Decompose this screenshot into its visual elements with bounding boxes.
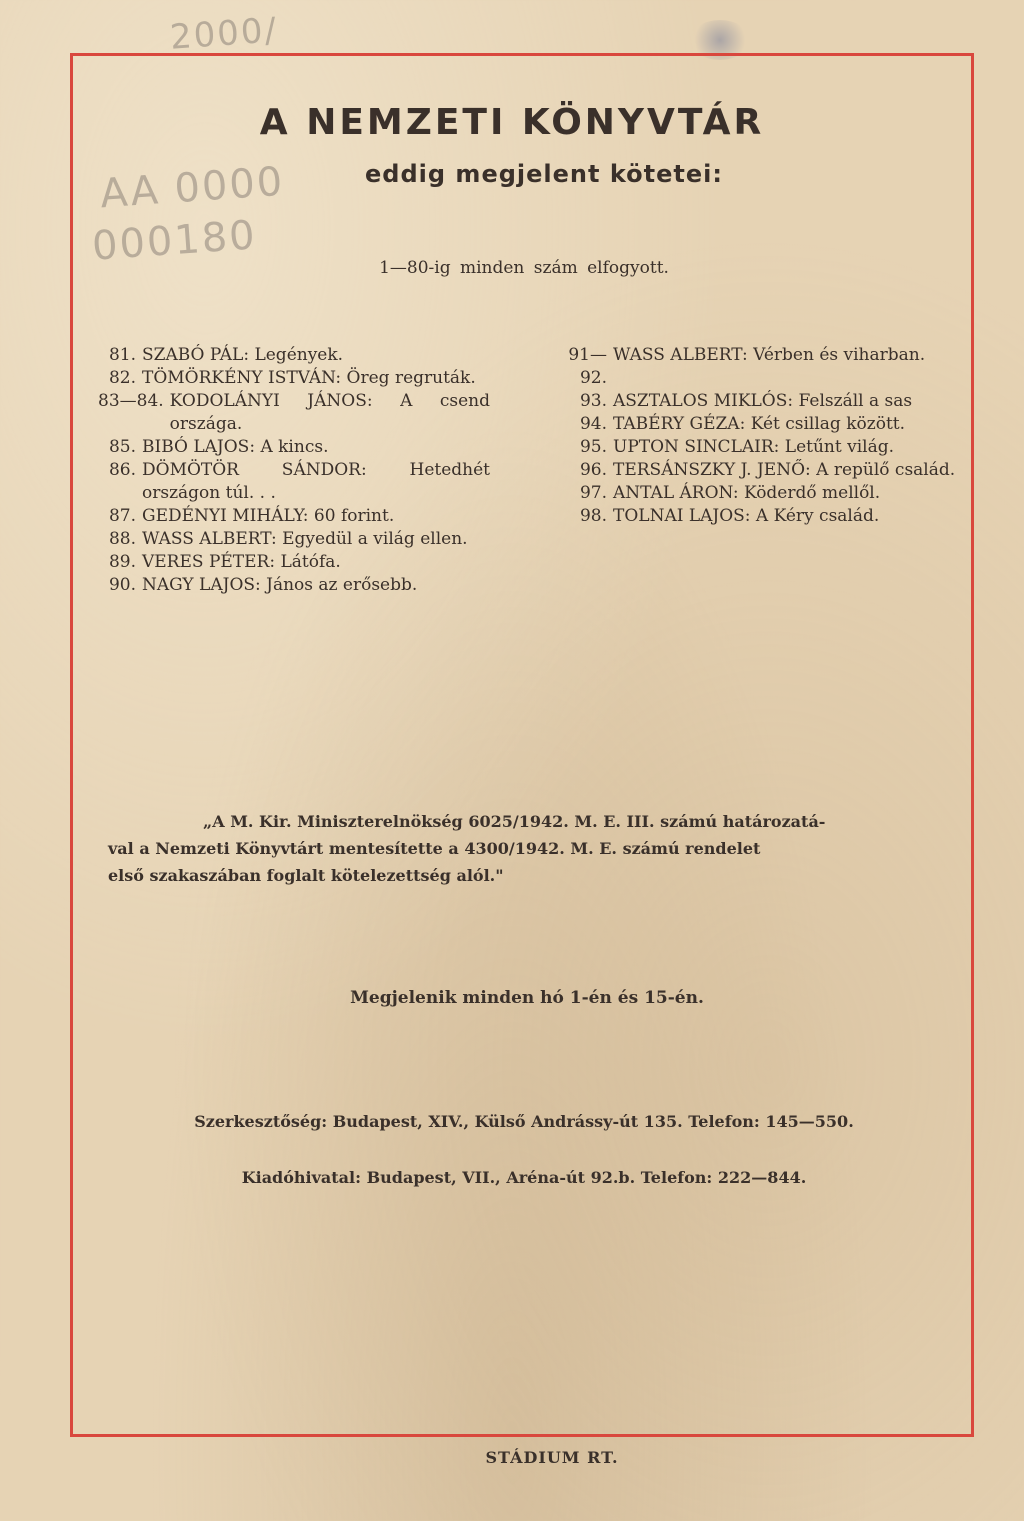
- volume-title: WASS ALBERT: Egyedül a világ ellen.: [142, 529, 468, 549]
- volume-title: DÖMÖTÖR SÁNDOR: Hetedhét országon túl. . .: [142, 460, 490, 503]
- volume-title: BIBÓ LAJOS: A kincs.: [142, 437, 329, 457]
- pencil-mark-shelfmark: AA 0000: [98, 158, 286, 218]
- volume-title: TABÉRY GÉZA: Két csillag között.: [613, 414, 906, 434]
- page-title: A NEMZETI KÖNYVTÁR: [259, 102, 765, 143]
- exemption-notice: [108, 808, 958, 889]
- volume-title: ASZTALOS MIKLÓS: Felszáll a sas: [613, 391, 913, 411]
- volume-entry: [565, 459, 957, 482]
- volume-title: KODOLÁNYI JÁNOS: A csend országa.: [169, 391, 490, 434]
- volume-list-right: [565, 344, 957, 528]
- publisher-address: Kiadóhivatal: Budapest, VII., Aréna-út 92.b. Telefon: 222—844.: [241, 1168, 807, 1187]
- volume-number: 86.: [108, 460, 136, 480]
- volume-entry: [98, 367, 490, 390]
- printer-imprint: STÁDIUM RT.: [485, 1448, 619, 1467]
- editorial-address: Szerkesztőség: Budapest, XIV., Külső Andrássy-út 135. Telefon: 145—550.: [194, 1112, 854, 1131]
- volume-number: 91—92.: [568, 345, 607, 388]
- pencil-mark-top: 2000/: [168, 10, 280, 58]
- volume-entry: [98, 344, 490, 367]
- volume-entry: [98, 551, 490, 574]
- volume-number: 93.: [579, 391, 607, 411]
- volume-entry: [565, 482, 957, 505]
- volume-entry: [98, 574, 490, 597]
- volume-entry: [98, 436, 490, 459]
- volume-number: 83—84.: [98, 391, 164, 411]
- sold-out-note: 1—80-ig minden szám elfogyott.: [379, 258, 669, 278]
- volume-title: ANTAL ÁRON: Köderdő mellől.: [613, 483, 881, 503]
- volume-title: SZABÓ PÁL: Legények.: [142, 345, 344, 365]
- volume-number: 81.: [108, 345, 136, 365]
- volume-entry: [98, 390, 490, 436]
- page-subtitle: eddig megjelent kötetei:: [365, 160, 723, 188]
- volume-entry: [565, 413, 957, 436]
- volume-entry: [98, 459, 490, 505]
- volume-title: VERES PÉTER: Látófa.: [142, 552, 341, 572]
- volume-title: WASS ALBERT: Vérben és viharban.: [613, 345, 926, 365]
- notice-line: val a Nemzeti Könyvtárt mentesítette a 4300/1942. M. E. számú rendelet: [108, 839, 761, 858]
- notice-line: „A M. Kir. Miniszterelnökség 6025/1942. M. E. III. számú határozatá-: [203, 812, 826, 831]
- volume-number: 85.: [108, 437, 136, 457]
- volume-number: 82.: [108, 368, 136, 388]
- volume-title: TERSÁNSZKY J. JENŐ: A repülő család.: [613, 460, 956, 480]
- volume-number: 96.: [579, 460, 607, 480]
- volume-entry: [565, 390, 957, 413]
- volume-title: TÖMÖRKÉNY ISTVÁN: Öreg regruták.: [142, 368, 476, 388]
- volume-number: 95.: [579, 437, 607, 457]
- volume-number: 90.: [108, 575, 136, 595]
- volume-number: 98.: [579, 506, 607, 526]
- volume-title: GEDÉNYI MIHÁLY: 60 forint.: [142, 506, 395, 526]
- volume-entry: [98, 528, 490, 551]
- volume-title: NAGY LAJOS: János az erősebb.: [142, 575, 418, 595]
- volume-entry: [565, 344, 957, 390]
- volume-entry: [565, 505, 957, 528]
- volume-number: 88.: [108, 529, 136, 549]
- volume-number: 87.: [108, 506, 136, 526]
- volume-list-left: [98, 344, 490, 597]
- notice-line: első szakaszában foglalt kötelezettség alól.": [108, 866, 504, 885]
- volume-number: 89.: [108, 552, 136, 572]
- volume-title: TOLNAI LAJOS: A Kéry család.: [613, 506, 880, 526]
- volume-entry: [565, 436, 957, 459]
- volume-number: 94.: [579, 414, 607, 434]
- publication-frequency: Megjelenik minden hó 1-én és 15-én.: [350, 988, 704, 1008]
- volume-number: 97.: [579, 483, 607, 503]
- pencil-mark-number: 000180: [90, 212, 259, 270]
- volume-entry: [98, 505, 490, 528]
- volume-title: UPTON SINCLAIR: Letűnt világ.: [613, 437, 894, 457]
